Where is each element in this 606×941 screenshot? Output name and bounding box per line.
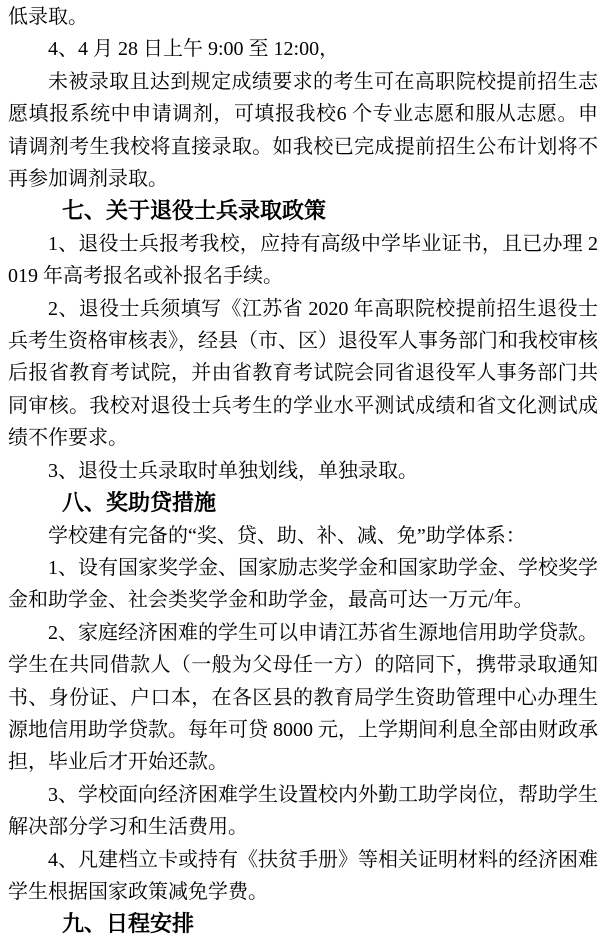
paragraph-aid-system: 学校建有完备的“奖、贷、助、补、减、免”助学体系： (48, 524, 526, 547)
paragraph-aid-2: 2、家庭经济困难的学生可以申请江苏省生源地信用助学贷款。学生在共同借款人（一般为父母任一方）的陪同下，携带录取通知书、身份证、户口本，在各区县的教育局学生资助管理中心办理生源地信用助学贷款。每年可贷 8000 元，上学期间利息全部由财政承担，毕业后才开始还款。 (8, 621, 598, 774)
heading-section-eight: 八、奖助贷措施 (62, 490, 217, 516)
heading-section-seven: 七、关于退役士兵录取政策 (62, 198, 327, 224)
paragraph-item4-time: 4、4 月 28 日上午 9:00 至 12:00， (48, 38, 340, 61)
paragraph-veteran-2: 2、退役士兵须填写《江苏省 2020 年高职院校提前招生退役士兵考生资格审核表》，经县（市、区）退役军人事务部门和我校审核后报省教育考试院，并由省教育考试院会同省退役军人事务部门共同审核。我校对退役士兵考生的学业水平测试成绩和省文化测试成绩不作要求。 (8, 297, 598, 450)
paragraph-adjustment-policy: 未被录取且达到规定成绩要求的考生可在高职院校提前招生志愿填报系统中申请调剂，可填报我校6 个专业志愿和服从志愿。申请调剂考生我校将直接录取。如我校已完成提前招生公布计划将不再参加调剂录取。 (8, 70, 598, 191)
paragraph-veteran-1: 1、退役士兵报考我校，应持有高级中学毕业证书，且已办理 2019 年高考报名或补报名手续。 (8, 232, 598, 288)
paragraph-aid-3: 3、学校面向经济困难学生设置校内外勤工助学岗位，帮助学生解决部分学习和生活费用。 (8, 783, 598, 839)
paragraph-veteran-3: 3、退役士兵录取时单独划线，单独录取。 (48, 459, 418, 482)
paragraph-aid-4: 4、凡建档立卡或持有《扶贫手册》等相关证明材料的经济困难学生根据国家政策减免学费。 (8, 848, 598, 903)
continuation-line-admission: 低录取。 (8, 6, 88, 28)
paragraph-aid-1: 1、设有国家奖学金、国家励志奖学金和国家助学金、学校奖学金和助学金、社会类奖学金和助学金，最高可达一万元/年。 (8, 556, 598, 612)
heading-section-nine: 九、日程安排 (62, 911, 195, 937)
